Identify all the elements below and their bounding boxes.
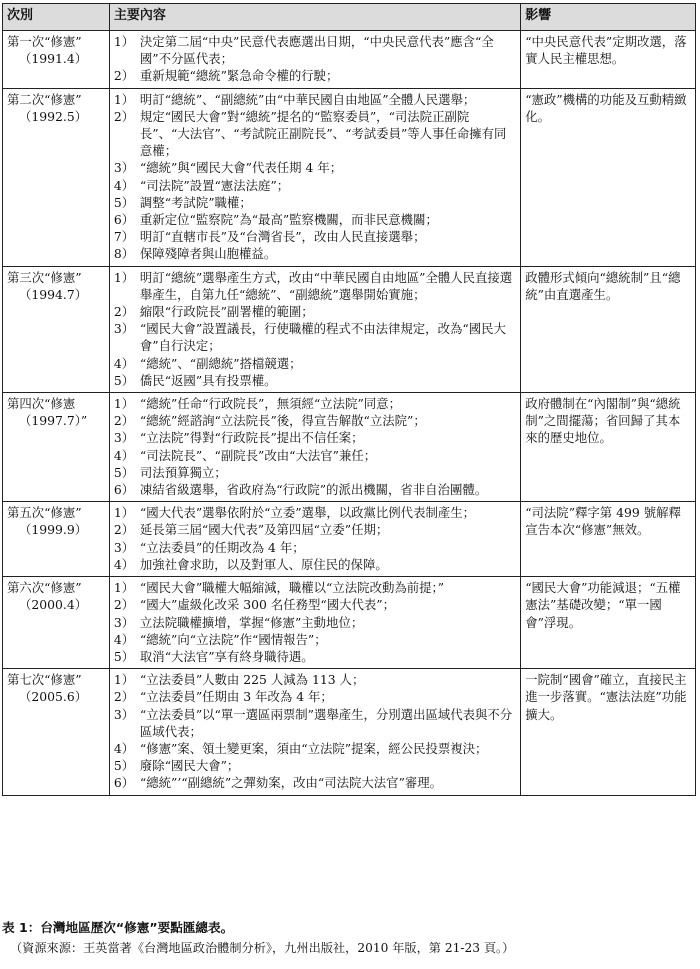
item-number: 4） [113,447,135,463]
table-header-row [3,4,696,31]
item-number: 3） [113,430,135,446]
constitutional-amendments-table [2,3,696,796]
impact-cell: 一院制“國會”確立，直接民主進一步落實。“憲法法庭”功能擴大。 [521,669,696,795]
edition-name: 第七次“修憲” [7,672,82,688]
item-number: 1） [113,269,135,285]
item-number: 2） [113,689,135,705]
item-number: 4） [113,631,135,647]
edition-name: 第六次“修憲” [7,580,82,596]
item-text: 重新規範“總統”緊急命令權的行駛； [139,68,339,84]
table-row [3,502,696,577]
edition-cell [3,393,110,502]
item-number: 2） [113,304,135,320]
item-text: 保障殘障者與山胞權益。 [139,246,277,262]
item-text: “國民大會”設置議長，行使職權的程式不由法律規定，改為“國民大會”自行決定； [139,321,506,354]
item-text: 決定第二屆“中央”民意代表應選出日期，“中央民意代表”應含“全國”不分區代表； [139,34,494,67]
item-number: 3） [113,706,135,722]
list-item [114,631,516,648]
item-text: “總統”與“國民大會”代表任期 4 年； [139,160,343,176]
content-cell [109,88,520,266]
edition-date: （2005.6） [19,689,88,705]
edition-cell [3,31,110,89]
item-number: 4） [113,355,135,371]
list-item [114,521,516,538]
item-text: 明訂“直轄市長”及“台灣省長”，改由人民直接選舉； [139,229,426,245]
item-text: 司法預算獨立； [139,464,227,480]
list-item [114,596,516,613]
edition-name: 第二次“修憲” [7,91,82,107]
list-item [114,429,516,446]
item-number: 6） [113,482,135,498]
header-edition: 次別 [3,4,110,31]
item-number: 5） [113,372,135,388]
item-text: 凍結省級選舉，省政府為“行政院”的派出機關，省非自治團體。 [139,482,488,498]
item-number: 3） [113,539,135,555]
item-number: 3） [113,614,135,630]
item-number: 2） [113,597,135,613]
item-number: 3） [113,160,135,176]
content-cell [109,669,520,795]
item-number: 1） [113,396,135,412]
item-number: 6） [113,775,135,791]
list-item [114,303,516,320]
list-item [114,33,516,67]
content-cell [109,577,520,669]
item-number: 2） [113,413,135,429]
table-row [3,88,696,266]
list-item [114,464,516,481]
edition-date: （1992.5） [19,108,88,124]
item-text: “立法委員”以“單一選區兩票制”選舉產生，分別選出區域代表與不分區域代表； [139,706,513,739]
item-number: 8） [113,246,135,262]
source-note: （資源來源：王英當著《台灣地區政治體制分析》，九州出版社，2010 年版，第 21-23 頁。） [10,941,515,955]
list-item [114,614,516,631]
list-item [114,194,516,211]
list-item [114,159,516,176]
content-cell [109,31,520,89]
item-number: 5） [113,194,135,210]
list-item [114,228,516,245]
edition-date: （1991.4） [19,51,88,67]
header-content: 主要內容 [109,4,520,31]
edition-name: 第一次“修憲” [7,34,82,49]
list-item [114,91,516,108]
item-text: “總統”任命“行政院長”，無須經“立法院”同意； [139,396,401,412]
item-text: “國大代表”選舉依附於“立委”選舉，以政黨比例代表制產生； [139,505,476,521]
item-text: “司法院長”、“副院長”改由“大法官”兼任； [139,447,377,463]
item-number: 5） [113,464,135,480]
list-item [114,447,516,464]
list-item [114,774,516,791]
edition-name: 第四次“修憲 [7,396,76,412]
item-number: 5） [113,758,135,774]
item-text: 取消“大法官”享有終身職待遇。 [139,648,314,664]
list-item [114,504,516,521]
list-item [114,177,516,194]
item-text: 調整“考試院”職權； [139,194,252,210]
list-item [114,412,516,429]
item-number: 1） [113,34,135,49]
content-cell [109,393,520,502]
table-row [3,31,696,89]
impact-cell: “司法院”釋字第 499 號解釋宣告本次“修憲”無效。 [521,502,696,577]
item-number: 2） [113,522,135,538]
list-item [114,539,516,556]
list-item [114,108,516,160]
item-text: 加強社會求助，以及對軍人、原住民的保障。 [139,556,388,572]
edition-cell [3,669,110,795]
table-row [3,393,696,502]
edition-cell [3,266,110,392]
item-number: 4） [113,177,135,193]
item-text: 縮限“行政院長”副署權的範圍； [139,304,314,320]
item-text: 立法院職權擴增，掌握“修憲”主動地位； [139,614,364,630]
impact-cell: 政體形式傾向“總統制”且“總統”由直選產生。 [521,266,696,392]
item-number: 5） [113,648,135,664]
edition-name: 第五次“修憲” [7,505,82,521]
table-row [3,266,696,392]
content-cell [109,266,520,392]
item-number: 6） [113,212,135,228]
list-item [114,579,516,596]
item-text: “立法院”得對“行政院長”提出不信任案； [139,430,364,446]
edition-date: （1997.7）” [19,413,88,429]
item-text: 明訂“總統”、“副總統”由“中華民國自由地區”全體人民選舉； [139,91,476,107]
list-item [114,67,516,84]
item-text: “國大”虛級化改采 300 名任務型“國大代表”； [139,597,396,613]
list-item [114,269,516,303]
item-number: 2） [113,68,135,84]
impact-cell: “憲政”機構的功能及互動精緻化。 [521,88,696,266]
item-text: 明訂“總統”選舉產生方式，改由“中華民國自由地區”全體人民直接選舉產生，自第九任“總統”、“副總統”選舉開始實施； [139,269,513,302]
item-text: 規定“國民大會”對“總統”提名的“監察委員”，“司法院正副院長”、“大法官”、“考試院正副院長”、“考試委員”等人事任命擁有同意權； [139,108,507,159]
edition-date: （1994.7） [19,286,88,302]
item-text: “總統”’“副總統”之彈劾案，改由“司法院大法官”審理。 [139,775,443,791]
list-item [114,245,516,262]
item-text: “司法院”設置“憲法法庭”； [139,177,290,193]
edition-name: 第三次“修憲” [7,269,82,285]
item-number: 4） [113,740,135,756]
list-item [114,556,516,573]
item-number: 4） [113,556,135,572]
item-number: 1） [113,91,135,107]
item-text: 僑民“返國”具有投票權。 [139,372,277,388]
item-number: 1） [113,505,135,521]
list-item [114,320,516,354]
list-item [114,671,516,688]
item-text: “總統”、“副總統”搭檔競選； [139,355,302,371]
table-caption: 表 1：台灣地區歷次“修憲”要點匯總表。 [2,920,234,935]
list-item [114,372,516,389]
item-text: “修憲”案、領土變更案，須由“立法院”提案，經公民投票複決； [139,740,488,756]
list-item [114,211,516,228]
item-number: 1） [113,672,135,688]
list-item [114,757,516,774]
header-impact: 影響 [521,4,696,31]
item-number: 2） [113,108,135,124]
impact-cell: “國民大會”功能減退；“五權憲法”基礎改變；“單一國會”浮現。 [521,577,696,669]
edition-cell [3,577,110,669]
list-item [114,706,516,740]
edition-date: （1999.9） [19,522,88,538]
item-number: 7） [113,229,135,245]
impact-cell: “中央民意代表”定期改選，落實人民主權思想。 [521,31,696,89]
edition-cell [3,502,110,577]
item-text: “立法委員”任期由 3 年改為 4 年； [139,689,333,705]
item-number: 1） [113,580,135,596]
content-cell [109,502,520,577]
item-text: “立法委員”的任期改為 4 年； [139,539,305,555]
list-item [114,648,516,665]
edition-cell [3,88,110,266]
list-item [114,740,516,757]
table-row [3,669,696,795]
item-text: “總統”經諮詢“立法院長”後，得宣告解散“立法院”； [139,413,426,429]
list-item [114,355,516,372]
table-row [3,577,696,669]
item-text: “立法委員”人數由 225 人減為 113 人； [139,672,365,688]
list-item [114,481,516,498]
list-item [114,395,516,412]
edition-date: （2000.4） [19,597,88,613]
item-text: 重新定位“監察院”為“最高”監察機關，而非民意機關； [139,212,438,228]
impact-cell: 政府體制在“內閣制”與“總統制”之間擺蕩；省回歸了其本來的歷史地位。 [521,393,696,502]
item-text: 延長第三屆“國大代表”及第四屆“立委”任期； [139,522,389,538]
item-text: “總統”向“立法院”作“國情報告”； [139,631,327,647]
item-text: 廢除“國民大會”； [139,758,240,774]
list-item [114,688,516,705]
item-text: “國民大會”職權大幅縮減，職權以“立法院改動為前提；” [139,580,445,596]
item-number: 3） [113,321,135,337]
